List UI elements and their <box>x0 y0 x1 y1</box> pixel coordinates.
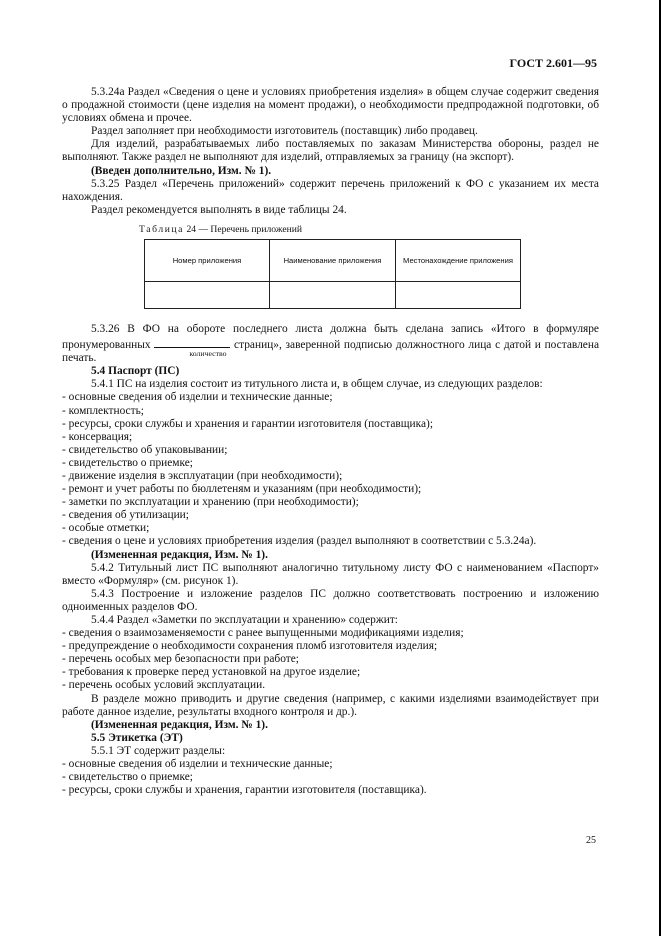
list-item: - ремонт и учет работы по бюллетеням и указаниям (при необходимости); <box>62 483 422 496</box>
list-item: - комплектность; <box>62 404 144 417</box>
list-item: - основные сведения об изделии и технические данные; <box>62 391 333 404</box>
paragraph-5-3-25: 5.3.25 Раздел «Перечень приложений» содержит перечень приложений к ФО с указанием их места нахождения. <box>62 177 599 203</box>
list-item: - предупреждение о необходимости сохранения пломб изготовителя изделия; <box>62 640 438 653</box>
paragraph-5-4-2: 5.4.2 Титульный лист ПС выполняют аналогично титульному листу ФО с наименованием «Паспорт» вместо «Формуляр» (см. рисунок 1). <box>62 561 599 587</box>
list-item: - заметки по эксплуатации и хранению (при необходимости); <box>62 496 359 509</box>
blank-caption: количество <box>189 349 227 359</box>
table-cell <box>396 281 521 308</box>
list-item: - сведения о взаимозаменяемости с ранее выпущенными модификациями изделия; <box>62 627 464 640</box>
list-item: - сведения об утилизации; <box>62 509 189 522</box>
table-row <box>145 281 521 308</box>
paragraph-5-4-4: 5.4.4 Раздел «Заметки по эксплуатации и хранению» содержит: <box>91 614 398 626</box>
list-5-4-1 <box>62 391 599 548</box>
table-24 <box>144 239 521 309</box>
list-item: - движение изделия в эксплуатации (при необходимости); <box>62 469 343 482</box>
list-item: - свидетельство о приемке; <box>62 456 193 469</box>
paragraph: Для изделий, разрабатываемых либо поставляемых по заказам Министерства обороны, раздел не выполняют. Также раздел не выполняют для изделий, отправляемых за границу (на экспорт). <box>62 138 599 164</box>
paragraph-5-3-24a: 5.3.24а Раздел «Сведения о цене и условиях приобретения изделия» в общем случае содержит сведения о продажной стоимости (цене изделия на момент продажи), о необходимости предпродажной подготовки, об условиях обмена и прочее. <box>62 86 599 125</box>
list-item: - требования к проверке перед установкой на другое изделие; <box>62 666 361 679</box>
list-item: - ресурсы, сроки службы и хранения и гарантии изготовителя (поставщика); <box>62 417 434 430</box>
table-24-caption: Таблица 24 — Перечень приложений <box>139 223 302 235</box>
list-item: - перечень особых условий эксплуатации. <box>62 679 266 692</box>
list-5-4-4 <box>62 627 599 692</box>
paragraph-5-4-3: 5.4.3 Построение и изложение разделов ПС должно соответствовать построению и изложению одноименных разделов ФО. <box>62 587 599 613</box>
list-item: - консервация; <box>62 430 133 443</box>
page-body <box>62 86 599 797</box>
section-title-5-4: 5.4 Паспорт (ПС) <box>91 365 180 378</box>
table-cell <box>145 281 270 308</box>
column-header: Местонахождение приложения <box>396 239 521 281</box>
paragraph: Раздел заполняет при необходимости изготовитель (поставщик) либо продавец. <box>91 125 478 138</box>
list-item: - ресурсы, сроки службы и хранения, гарантии изготовителя (поставщика). <box>62 784 427 797</box>
fill-in-blank <box>154 336 230 359</box>
amendment-note: (Измененная редакция, Изм. № 1). <box>91 718 268 731</box>
paragraph-5-5-1: 5.5.1 ЭТ содержит разделы: <box>91 744 226 757</box>
document-header-id: ГОСТ 2.601—95 <box>509 56 597 70</box>
page-number: 25 <box>586 835 596 846</box>
table-cell <box>270 281 396 308</box>
amendment-note: (Измененная редакция, Изм. № 1). <box>91 548 268 561</box>
list-item: - основные сведения об изделии и технические данные; <box>62 758 333 771</box>
paragraph: Раздел рекомендуется выполнять в виде таблицы 24. <box>91 203 347 216</box>
list-item: - свидетельство о приемке; <box>62 771 193 784</box>
amendment-note: (Введен дополнительно, Изм. № 1). <box>91 164 272 177</box>
list-item: - сведения о цене и условиях приобретения изделия (раздел выполняют в соответствии с 5.3.24а). <box>62 535 537 548</box>
list-item: - особые отметки; <box>62 522 150 535</box>
column-header: Наименование приложения <box>270 239 396 281</box>
paragraph: В разделе можно приводить и другие сведения (например, с какими изделиями взаимодействует при работе данное изделие, результаты входного контроля и др.). <box>62 692 599 718</box>
paragraph-5-4-1: 5.4.1 ПС на изделия состоит из титульного листа и, в общем случае, из следующих разделов: <box>91 378 543 391</box>
paragraph-5-3-26: 5.3.26 В ФО на обороте последнего листа должна быть сделана запись «Итого в формуляре пронумерованных количество страниц», заверенной подписью должностного лица с датой и поставлена печать. <box>62 322 599 365</box>
table-header-row <box>145 239 521 281</box>
column-header: Номер приложения <box>145 239 270 281</box>
section-title-5-5: 5.5 Этикетка (ЭТ) <box>91 731 183 744</box>
list-5-5-1 <box>62 758 599 797</box>
list-item: - свидетельство об упаковывании; <box>62 443 228 456</box>
list-item: - перечень особых мер безопасности при работе; <box>62 653 299 666</box>
